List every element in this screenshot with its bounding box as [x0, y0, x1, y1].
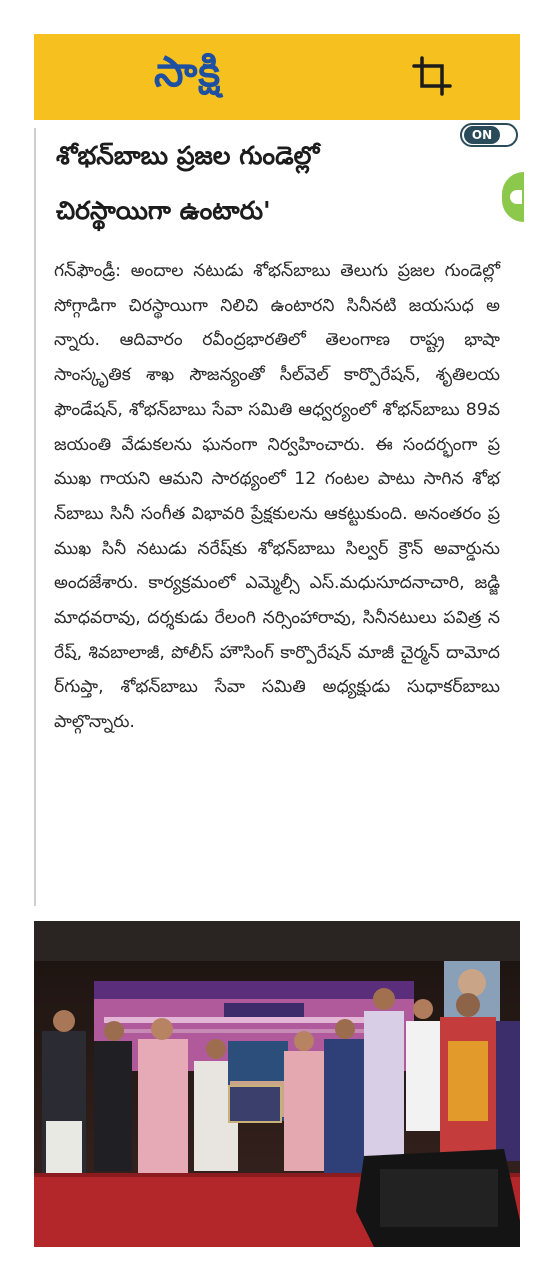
- side-tab-icon[interactable]: [502, 172, 524, 222]
- headline-line-2: చిరస్థాయిగా ఉంటారు': [56, 196, 271, 225]
- article-body: గన్‌ఫౌండ్రీ: అందాల నటుడు శోభన్‌బాబు తెలుగు ప్రజల గుండెల్లో సోగ్గాడిగా చిరస్థాయిగా నిలిచి ఉంటారని సినీనటి జయసుధ అన్నారు. ఆదివారం రవీంద్రభారతిలో తెలంగాణ రాష్ట్ర భాషా సాంస్కృతిక శాఖ సౌజన్యంతో సీల్‌వెల్ కార్పొరేషన్, శృతిలయ ఫౌండేషన్, శోభన్‌బాబు సేవా సమితి ఆధ్వర్యంలో శోభన్‌బాబు 89వ జయంతి వేడుకలను ఘనంగా నిర్వహించారు. ఈ సందర్భంగా ప్రముఖ గాయని ఆమని సారథ్యంలో 12 గంటల పాటు సాగిన శోభన్‌బాబు సినీ సంగీత విభావరి ప్రేక్షకులను ఆకట్టుకుంది. అనంతరం ప్రముఖ సినీ నటుడు నరేష్‌కు శోభన్‌బాబు సిల్వర్ క్రౌన్ అవార్డును అందజేశారు. కార్యక్రమంలో ఎమ్మెల్సీ ఎస్.మధుసూదనాచారి, జడ్జి మాధవరావు, దర్శకుడు రేలంగి నర్సింహారావు, సినీనటులు పవిత్ర నరేష్, శివబాలాజీ, పోలీస్ హౌసింగ్ కార్పొరేషన్ మాజీ చైర్మన్ దామోదర్‌గుప్తా, శోభన్‌బాబు సేవా సమితి అధ్యక్షుడు సుధాకర్‌బాబు పాల్గొన్నారు.: [54, 261, 500, 733]
- column-rule: [34, 128, 36, 906]
- on-badge-label: ON: [464, 126, 500, 144]
- news-article: [34, 120, 520, 906]
- crop-icon[interactable]: [410, 54, 454, 98]
- headline-line-1: శోభన్‌బాబు ప్రజల గుండెల్లో: [56, 141, 320, 170]
- masthead-bar: [34, 34, 520, 120]
- article-headline: [56, 128, 476, 238]
- sakshi-logo[interactable]: సాక్షి: [154, 47, 222, 96]
- event-photo: [34, 921, 520, 1247]
